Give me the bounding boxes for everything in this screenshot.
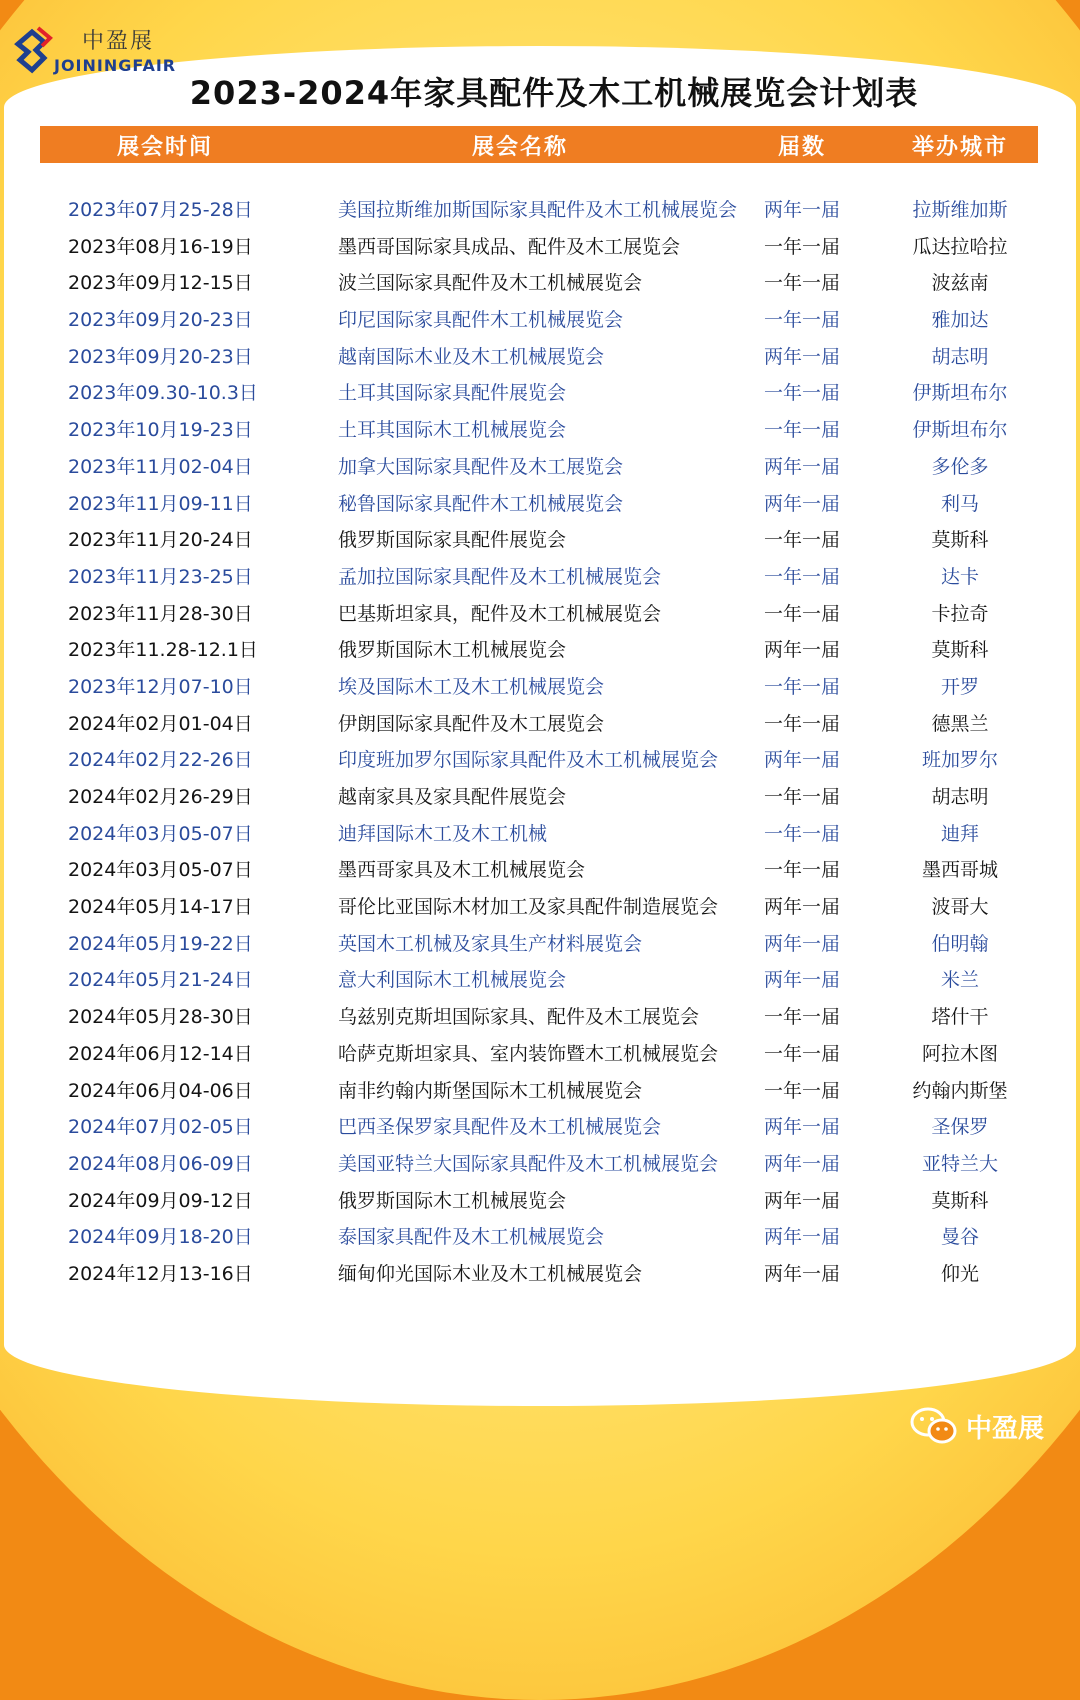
header-freq: 届数 bbox=[777, 135, 826, 160]
row-frequency: 一年一届 bbox=[763, 602, 840, 625]
table-row bbox=[0, 632, 1080, 669]
row-date: 2024年06月12-14日 bbox=[68, 1042, 253, 1065]
row-frequency: 一年一届 bbox=[763, 1042, 840, 1065]
row-date: 2023年11月28-30日 bbox=[68, 602, 253, 625]
row-city: 波哥大 bbox=[931, 896, 989, 919]
row-city: 莫斯科 bbox=[931, 1189, 989, 1212]
row-frequency: 两年一届 bbox=[763, 639, 840, 662]
table-row bbox=[0, 1219, 1080, 1256]
row-name: 秘鲁国际家具配件木工机械展览会 bbox=[338, 492, 624, 515]
exhibition-table bbox=[0, 192, 1080, 1293]
row-name: 迪拜国际木工及木工机械 bbox=[338, 822, 548, 845]
page-title: 2023-2024年家具配件及木工机械展览会计划表 bbox=[189, 74, 919, 112]
table-row bbox=[0, 926, 1080, 963]
row-city: 开罗 bbox=[940, 675, 979, 698]
row-date: 2024年05月21-24日 bbox=[68, 969, 253, 992]
row-city: 班加罗尔 bbox=[921, 749, 998, 772]
row-city: 利马 bbox=[940, 492, 979, 515]
row-city: 达卡 bbox=[940, 565, 979, 588]
row-name: 哥伦比亚国际木材加工及家具配件制造展览会 bbox=[338, 896, 719, 919]
row-date: 2023年09月20-23日 bbox=[68, 309, 253, 332]
row-frequency: 一年一届 bbox=[763, 712, 840, 735]
row-name: 泰国家具配件及木工机械展览会 bbox=[338, 1226, 605, 1249]
table-row bbox=[0, 486, 1080, 523]
table-row bbox=[0, 302, 1080, 339]
row-date: 2023年11月20-24日 bbox=[68, 529, 253, 552]
table-row bbox=[0, 1109, 1080, 1146]
row-date: 2023年11.28-12.1日 bbox=[68, 639, 258, 662]
footer-account-name: 中盈展 bbox=[965, 1413, 1044, 1444]
row-name: 埃及国际木工及木工机械展览会 bbox=[338, 675, 605, 698]
row-date: 2024年03月05-07日 bbox=[68, 822, 253, 845]
row-name: 伊朗国际家具配件及木工展览会 bbox=[338, 712, 605, 735]
row-name: 意大利国际木工机械展览会 bbox=[338, 969, 567, 992]
row-city: 多伦多 bbox=[931, 455, 989, 478]
row-frequency: 两年一届 bbox=[763, 1189, 840, 1212]
table-row bbox=[0, 1073, 1080, 1110]
row-date: 2023年11月09-11日 bbox=[68, 492, 253, 515]
row-date: 2023年09.30-10.3日 bbox=[68, 382, 258, 405]
row-date: 2024年05月14-17日 bbox=[68, 896, 253, 919]
row-date: 2023年09月12-15日 bbox=[68, 272, 253, 295]
table-row bbox=[0, 265, 1080, 302]
table-row bbox=[0, 449, 1080, 486]
row-frequency: 一年一届 bbox=[763, 382, 840, 405]
row-date: 2024年09月18-20日 bbox=[68, 1226, 253, 1249]
table-row bbox=[0, 375, 1080, 412]
row-name: 英国木工机械及家具生产材料展览会 bbox=[338, 932, 643, 955]
row-city: 胡志明 bbox=[931, 786, 989, 808]
row-city: 墨西哥城 bbox=[921, 859, 998, 882]
row-name: 俄罗斯国际木工机械展览会 bbox=[338, 639, 567, 662]
row-name: 墨西哥家具及木工机械展览会 bbox=[338, 859, 586, 882]
table-row bbox=[0, 559, 1080, 596]
table-row bbox=[0, 596, 1080, 633]
row-city: 圣保罗 bbox=[931, 1116, 989, 1139]
row-city: 胡志明 bbox=[931, 345, 989, 368]
row-name: 印尼国际家具配件木工机械展览会 bbox=[338, 309, 624, 332]
row-date: 2024年09月09-12日 bbox=[68, 1189, 253, 1212]
row-date: 2024年02月22-26日 bbox=[68, 749, 253, 772]
row-frequency: 两年一届 bbox=[763, 969, 840, 992]
row-frequency: 两年一届 bbox=[763, 1152, 840, 1175]
row-city: 米兰 bbox=[940, 969, 979, 992]
row-name: 俄罗斯国际木工机械展览会 bbox=[338, 1189, 567, 1212]
row-city: 曼谷 bbox=[940, 1226, 979, 1249]
row-city: 瓜达拉哈拉 bbox=[912, 235, 1008, 258]
row-frequency: 两年一届 bbox=[763, 896, 840, 919]
row-date: 2024年02月26-29日 bbox=[68, 786, 253, 808]
row-frequency: 两年一届 bbox=[763, 492, 840, 515]
row-frequency: 两年一届 bbox=[763, 345, 840, 368]
row-city: 伊斯坦布尔 bbox=[912, 382, 1008, 405]
row-frequency: 一年一届 bbox=[763, 822, 840, 845]
row-name: 缅甸仰光国际木业及木工机械展览会 bbox=[338, 1262, 643, 1285]
table-row bbox=[0, 999, 1080, 1036]
row-date: 2024年02月01-04日 bbox=[68, 712, 253, 735]
row-frequency: 两年一届 bbox=[763, 1226, 840, 1249]
row-city: 伊斯坦布尔 bbox=[912, 419, 1008, 442]
wechat-icon bbox=[910, 1406, 958, 1446]
row-name: 波兰国际家具配件及木工机械展览会 bbox=[338, 272, 643, 295]
table-row bbox=[0, 412, 1080, 449]
row-city: 仰光 bbox=[940, 1262, 979, 1285]
row-frequency: 一年一届 bbox=[763, 419, 840, 442]
table-row bbox=[0, 229, 1080, 266]
footer-account bbox=[910, 1406, 1044, 1446]
row-name: 美国拉斯维加斯国际家具配件及木工机械展览会 bbox=[338, 199, 738, 221]
row-city: 拉斯维加斯 bbox=[912, 199, 1008, 221]
row-name: 乌兹别克斯坦国际家具、配件及木工展览会 bbox=[338, 1006, 700, 1029]
row-frequency: 一年一届 bbox=[763, 675, 840, 698]
row-city: 迪拜 bbox=[940, 822, 979, 845]
row-city: 波兹南 bbox=[931, 272, 989, 295]
row-name: 南非约翰内斯堡国际木工机械展览会 bbox=[338, 1079, 643, 1102]
row-name: 孟加拉国际家具配件及木工机械展览会 bbox=[338, 565, 662, 588]
row-frequency: 一年一届 bbox=[763, 309, 840, 332]
brand-name-en: JOININGFAIR bbox=[54, 56, 177, 75]
row-name: 土耳其国际木工机械展览会 bbox=[338, 419, 567, 442]
row-date: 2023年10月19-23日 bbox=[68, 419, 253, 442]
table-row bbox=[0, 779, 1080, 816]
table-header bbox=[40, 126, 1038, 163]
row-frequency: 两年一届 bbox=[763, 932, 840, 955]
row-frequency: 一年一届 bbox=[763, 1079, 840, 1102]
table-row bbox=[0, 816, 1080, 853]
row-date: 2023年12月07-10日 bbox=[68, 675, 253, 698]
row-frequency: 一年一届 bbox=[763, 529, 840, 552]
row-date: 2024年06月04-06日 bbox=[68, 1079, 253, 1102]
row-name: 哈萨克斯坦家具、室内装饰暨木工机械展览会 bbox=[338, 1042, 719, 1065]
row-date: 2024年12月13-16日 bbox=[68, 1262, 253, 1285]
row-name: 巴基斯坦家具，配件及木工机械展览会 bbox=[338, 602, 662, 625]
table-row bbox=[0, 706, 1080, 743]
row-frequency: 一年一届 bbox=[763, 235, 840, 258]
row-frequency: 两年一届 bbox=[763, 749, 840, 772]
row-city: 德黑兰 bbox=[931, 712, 989, 735]
row-city: 莫斯科 bbox=[931, 529, 989, 552]
row-date: 2024年05月28-30日 bbox=[68, 1006, 253, 1029]
table-row bbox=[0, 852, 1080, 889]
header-city: 举办城市 bbox=[911, 135, 1008, 160]
row-frequency: 一年一届 bbox=[763, 1006, 840, 1029]
row-name: 印度班加罗尔国际家具配件及木工机械展览会 bbox=[338, 749, 719, 772]
table-row bbox=[0, 522, 1080, 559]
row-city: 卡拉奇 bbox=[931, 602, 989, 625]
row-name: 越南国际木业及木工机械展览会 bbox=[338, 345, 605, 368]
table-row bbox=[0, 339, 1080, 376]
row-city: 莫斯科 bbox=[931, 639, 989, 662]
row-city: 阿拉木图 bbox=[921, 1042, 998, 1065]
row-date: 2023年07月25-28日 bbox=[68, 199, 253, 221]
row-date: 2024年08月06-09日 bbox=[68, 1152, 253, 1175]
row-frequency: 一年一届 bbox=[763, 565, 840, 588]
row-city: 伯明翰 bbox=[931, 932, 989, 955]
row-city: 约翰内斯堡 bbox=[912, 1079, 1008, 1102]
table-row bbox=[0, 1256, 1080, 1293]
table-row bbox=[0, 889, 1080, 926]
row-frequency: 两年一届 bbox=[763, 1116, 840, 1139]
table-row bbox=[0, 1036, 1080, 1073]
row-frequency: 一年一届 bbox=[763, 859, 840, 882]
row-date: 2023年11月02-04日 bbox=[68, 455, 253, 478]
table-row bbox=[0, 1146, 1080, 1183]
row-frequency: 两年一届 bbox=[763, 1262, 840, 1285]
row-frequency: 两年一届 bbox=[763, 455, 840, 478]
row-date: 2023年09月20-23日 bbox=[68, 345, 253, 368]
table-row bbox=[0, 742, 1080, 779]
table-row bbox=[0, 1183, 1080, 1220]
row-frequency: 一年一届 bbox=[763, 786, 840, 808]
row-city: 塔什干 bbox=[931, 1006, 989, 1029]
table-row bbox=[0, 192, 1080, 229]
row-name: 美国亚特兰大国际家具配件及木工机械展览会 bbox=[338, 1152, 719, 1175]
row-date: 2024年07月02-05日 bbox=[68, 1116, 253, 1139]
row-frequency: 一年一届 bbox=[763, 272, 840, 295]
row-date: 2023年11月23-25日 bbox=[68, 565, 253, 588]
row-frequency: 两年一届 bbox=[763, 199, 840, 221]
header-date: 展会时间 bbox=[116, 135, 213, 160]
row-name: 加拿大国际家具配件及木工展览会 bbox=[338, 455, 624, 478]
table-row bbox=[0, 962, 1080, 999]
row-date: 2023年08月16-19日 bbox=[68, 235, 253, 258]
row-name: 墨西哥国际家具成品、配件及木工展览会 bbox=[338, 235, 681, 258]
header-name: 展会名称 bbox=[471, 135, 568, 160]
brand-name-cn: 中盈展 bbox=[82, 29, 155, 54]
row-city: 亚特兰大 bbox=[921, 1152, 998, 1175]
row-name: 巴西圣保罗家具配件及木工机械展览会 bbox=[338, 1116, 662, 1139]
table-row bbox=[0, 669, 1080, 706]
row-city: 雅加达 bbox=[931, 309, 989, 332]
row-name: 土耳其国际家具配件展览会 bbox=[338, 382, 567, 405]
row-date: 2024年03月05-07日 bbox=[68, 859, 253, 882]
row-name: 俄罗斯国际家具配件展览会 bbox=[338, 529, 567, 552]
row-date: 2024年05月19-22日 bbox=[68, 932, 253, 955]
row-name: 越南家具及家具配件展览会 bbox=[338, 786, 567, 808]
